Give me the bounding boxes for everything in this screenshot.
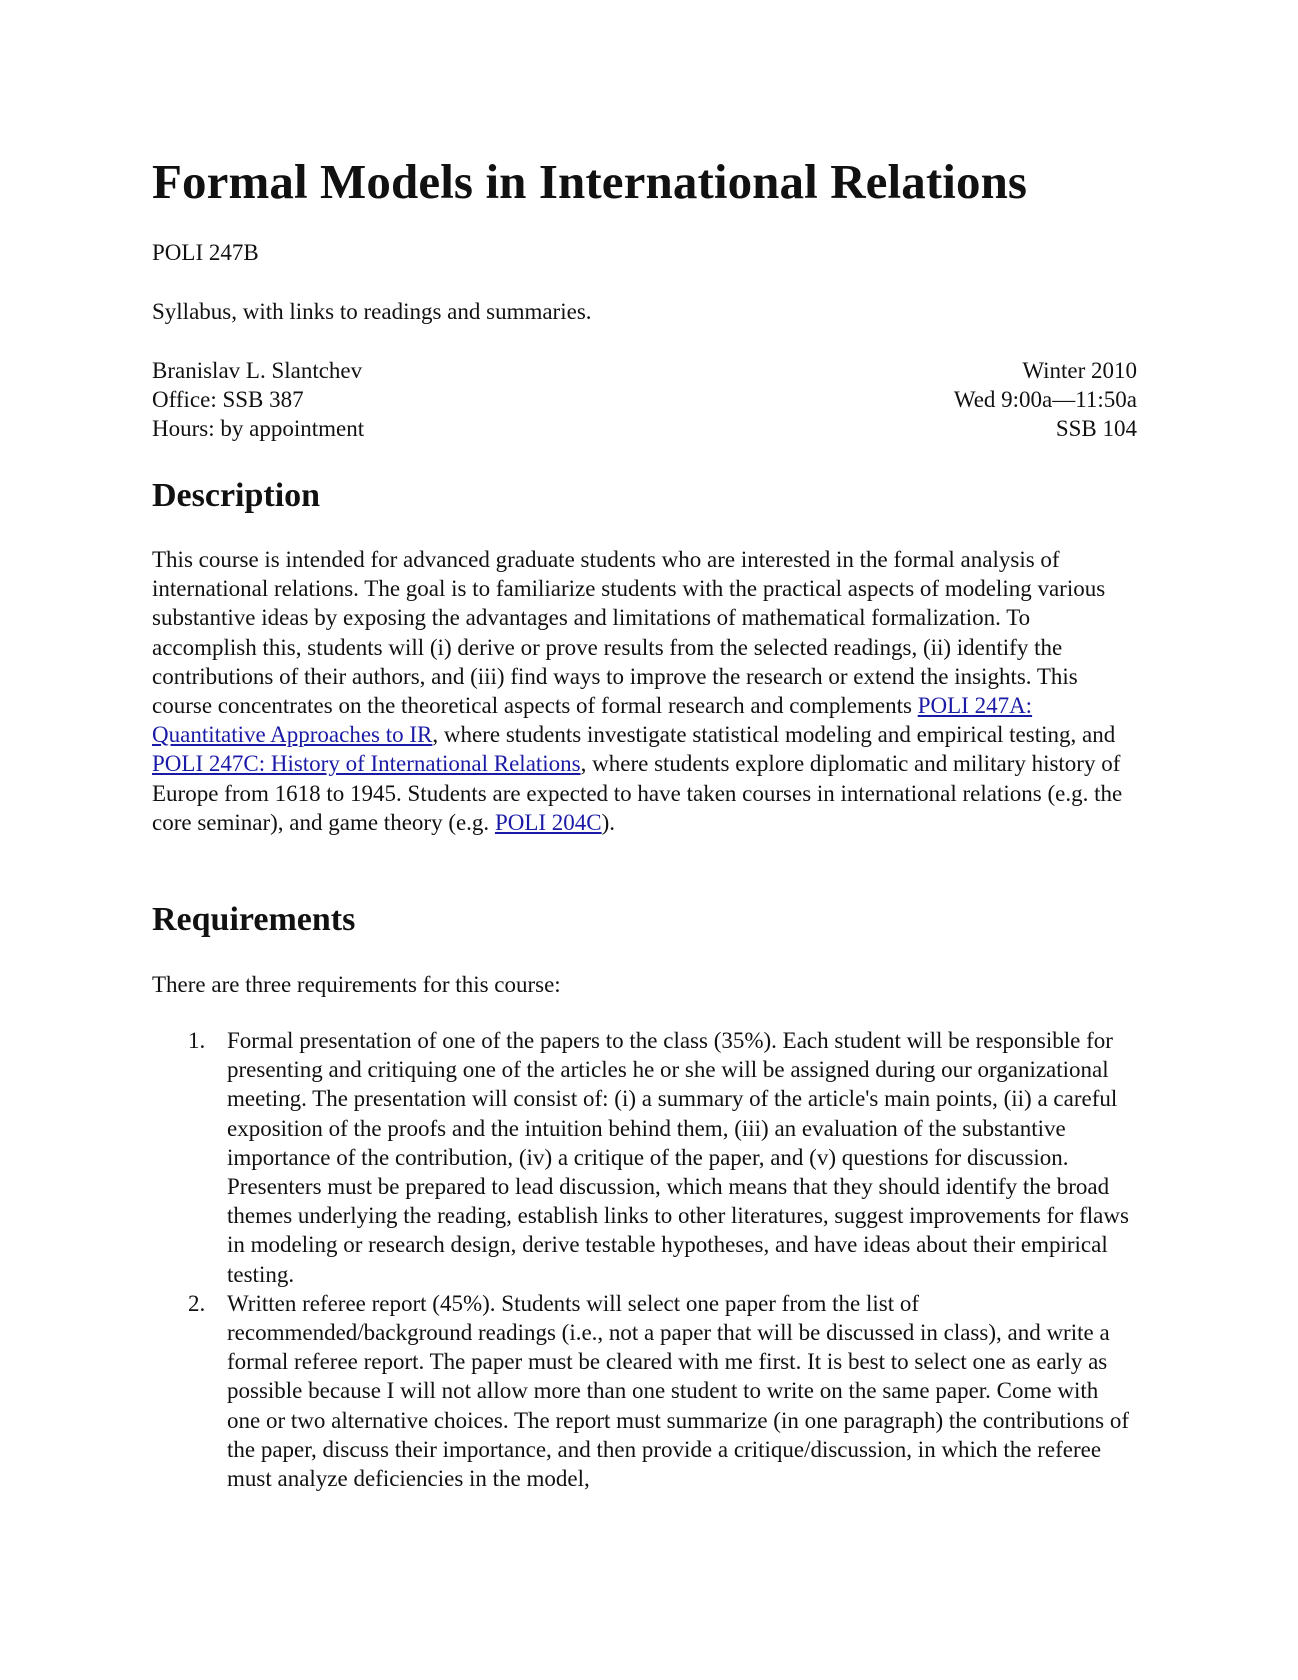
description-paragraph (152, 545, 1137, 837)
syllabus-subtitle: Syllabus, with links to readings and summaries. (152, 299, 592, 324)
poli-204c-link[interactable]: POLI 204C (494, 809, 602, 835)
description-text-part: , where students explore diplomatic and military history of Europe from 1618 to 1945. Students are expected to have taken courses in international relations (e.g. the core seminar), and game theory (e.g. (152, 751, 1123, 835)
meeting-room: SSB 104 (1055, 416, 1137, 441)
requirements-intro: There are three requirements for this course: (152, 972, 561, 997)
requirement-number: 1. (188, 1028, 206, 1053)
requirement-text: Written referee report (45%). Students will select one paper from the list of recommended/background readings (i.e., not a paper that will be discussed in class), and write a formal referee report. The paper must be cleared with me first. It is best to select one as early as possible because I will not allow more than one student to write on the same paper. Come with one or two alternative choices. The report must summarize (in one paragraph) the contributions of the paper, discuss their importance, and then provide a critique/discussion, in which the referee must analyze deficiencies in the model, (227, 1290, 1130, 1492)
requirement-item (152, 1026, 1137, 1289)
page-title: Formal Models in International Relations (152, 154, 1028, 209)
description-text-part: This course is intended for advanced graduate students who are interested in the formal analysis of international relations. The goal is to familiarize students with the practical aspects of modeling various substantive ideas by exposing the advantages and limitations of mathematical formalization. To accomplish this, students will (i) derive or prove results from the selected readings, (ii) identify the contributions of their authors, and (iii) find ways to improve the research or extend the insights. This course concentrates on the theoretical aspects of formal research and complements (152, 547, 1106, 719)
schedule-info (954, 356, 1137, 443)
instructor-info (152, 356, 364, 443)
requirements-heading: Requirements (152, 901, 356, 938)
poli-247c-link[interactable]: POLI 247C: History of International Relations (152, 751, 581, 777)
requirements-list (152, 1026, 1137, 1493)
description-heading: Description (152, 477, 321, 514)
description-text-part: , where students investigate statistical modeling and empirical testing, and (432, 722, 1116, 748)
requirement-number: 2. (188, 1290, 206, 1316)
requirement-text: Formal presentation of one of the papers to the class (35%). Each student will be responsible for presenting and critiquing one of the articles he or she will be assigned during our organizational meeting. The presentation will consist of: (i) a summary of the article's main points, (ii) a careful exposition of the proofs and the intuition behind them, (iii) an evaluation of the substantive importance of the contribution, (iv) a critique of the paper, and (v) questions for discussion. Presenters must be prepared to lead discussion, which means that they should identify the broad themes underlying the reading, establish links to other literatures, suggest improvements for flaws in modeling or research design, derive testable hypotheses, and have ideas about their empirical testing. (227, 1028, 1129, 1287)
term: Winter 2010 (1022, 358, 1137, 383)
description-text-part: ). (601, 809, 616, 835)
instructor-name: Branislav L. Slantchev (152, 358, 363, 383)
office-hours: Hours: by appointment (152, 416, 365, 441)
office-location: Office: SSB 387 (152, 387, 304, 412)
meeting-time: Wed 9:00a—11:50a (953, 387, 1137, 412)
poli-247a-link[interactable]: POLI 247A: Quantitative Approaches to IR (152, 693, 1033, 748)
course-code: POLI 247B (152, 240, 259, 265)
requirement-item (152, 1289, 1137, 1493)
